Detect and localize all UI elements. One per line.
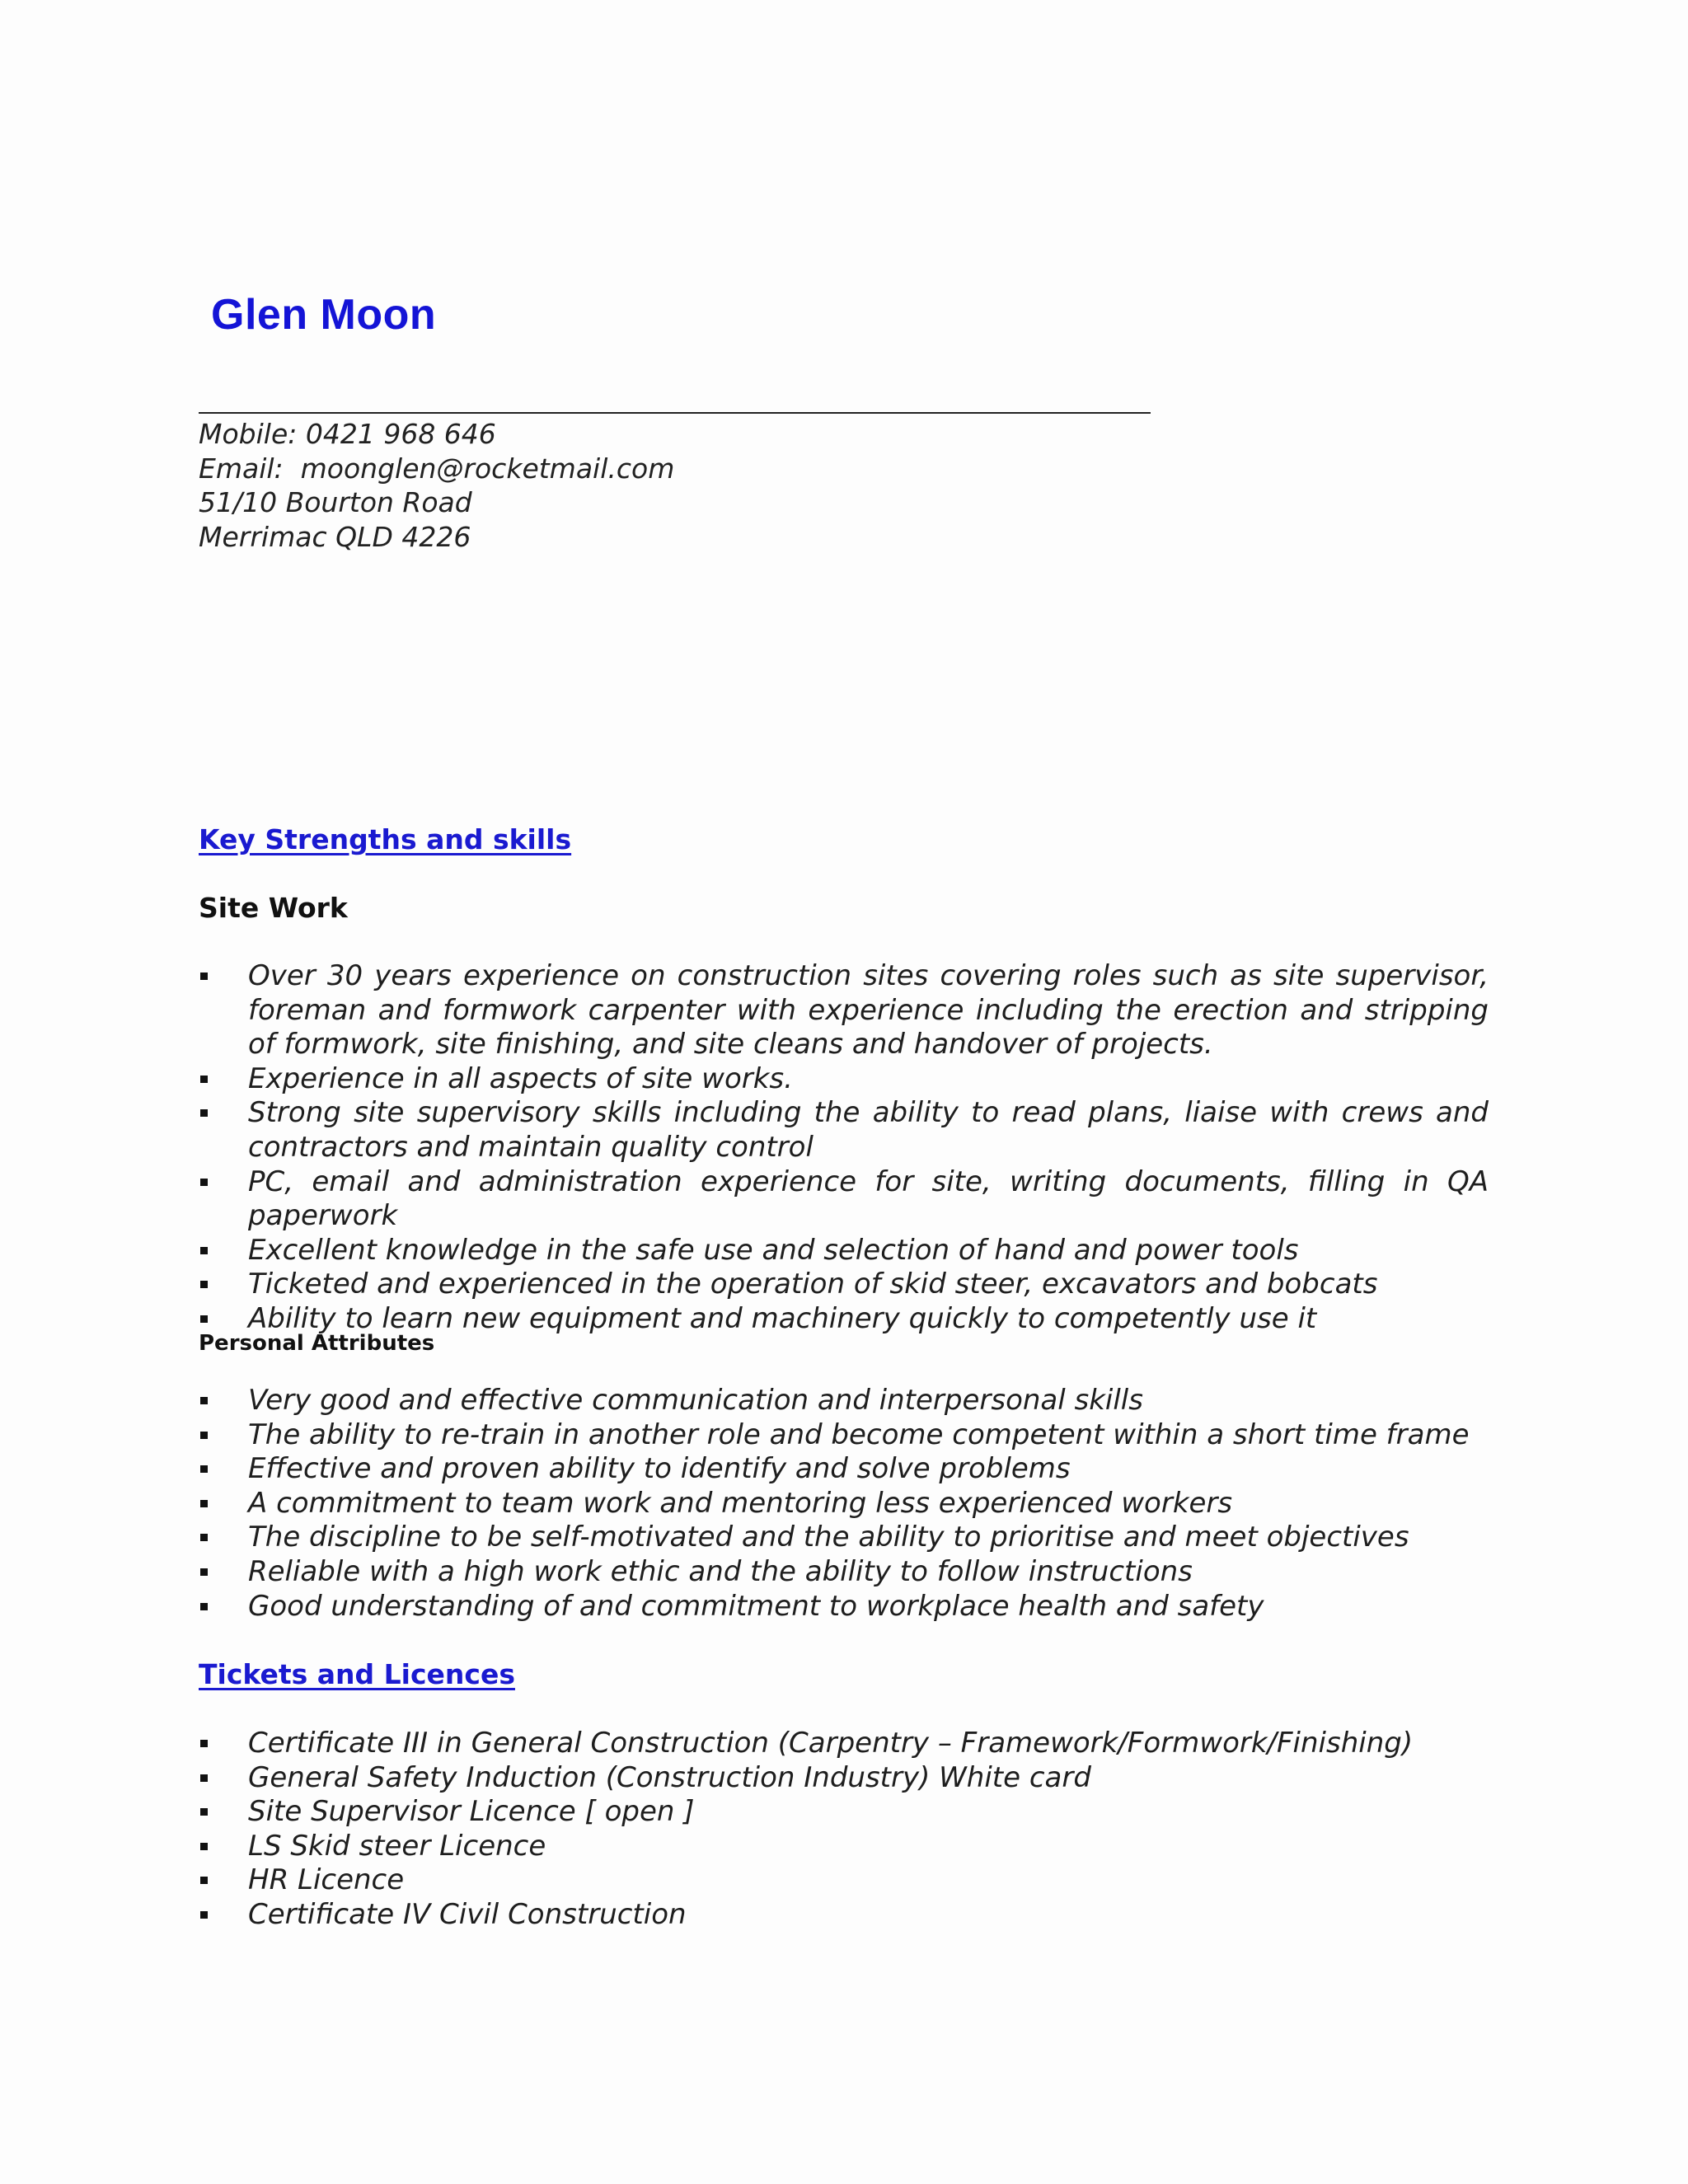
bullet-square-icon bbox=[200, 1397, 208, 1404]
list-item-text: PC, email and administration experience for site, writing documents, filling in QA paperwork bbox=[248, 1165, 1489, 1233]
contact-mobile: Mobile: 0421 968 646 bbox=[199, 418, 496, 450]
bullet-square-icon bbox=[200, 1740, 208, 1747]
site-work-list bbox=[199, 959, 1489, 1337]
list-item-text: Good understanding of and commitment to workplace health and safety bbox=[248, 1589, 1264, 1623]
list-item-text: A commitment to team work and mentoring less experienced workers bbox=[248, 1486, 1233, 1520]
list-item bbox=[199, 1761, 1489, 1796]
list-item-text: Reliable with a high work ethic and the ability to follow instructions bbox=[248, 1554, 1193, 1588]
list-item bbox=[199, 1384, 1489, 1418]
bullet-square-icon bbox=[200, 1315, 208, 1323]
list-item bbox=[199, 1555, 1489, 1590]
tickets-list bbox=[199, 1727, 1489, 1933]
list-item-text: Ability to learn new equipment and machinery quickly to competently use it bbox=[248, 1301, 1317, 1335]
bullet-square-icon bbox=[200, 1808, 208, 1816]
list-item-text: Strong site supervisory skills including the ability to read plans, liaise with crews and contractors and maintain quality control bbox=[248, 1096, 1489, 1164]
list-item bbox=[199, 1234, 1489, 1268]
bullet-square-icon bbox=[200, 1568, 208, 1576]
list-item bbox=[199, 1795, 1489, 1830]
bullet-square-icon bbox=[200, 1500, 208, 1507]
list-item bbox=[199, 1062, 1489, 1097]
personal-attributes-list bbox=[199, 1384, 1489, 1624]
list-item bbox=[199, 1727, 1489, 1761]
bullet-square-icon bbox=[200, 1432, 208, 1439]
bullet-square-icon bbox=[200, 1877, 208, 1884]
list-item-text: Effective and proven ability to identify and solve problems bbox=[248, 1452, 1071, 1486]
list-item-text: Over 30 years experience on construction sites covering roles such as site supervisor, foreman and formwork carpenter with experience including the erection and stripping of formwork, site finishing, and site cleans and handover of projects. bbox=[248, 959, 1489, 1062]
list-item-text: Ticketed and experienced in the operation of skid steer, excavators and bobcats bbox=[248, 1268, 1378, 1301]
list-item bbox=[199, 1487, 1489, 1521]
list-item bbox=[199, 1521, 1489, 1555]
list-item-text: Experience in all aspects of site works. bbox=[248, 1062, 793, 1095]
list-item-text: Very good and effective communication and interpersonal skills bbox=[248, 1384, 1143, 1417]
list-item-text: HR Licence bbox=[248, 1863, 405, 1897]
bullet-square-icon bbox=[200, 1843, 208, 1850]
list-item bbox=[199, 1452, 1489, 1487]
bullet-square-icon bbox=[200, 1465, 208, 1473]
list-item bbox=[199, 1268, 1489, 1302]
list-item-text: LS Skid steer Licence bbox=[248, 1829, 546, 1863]
bullet-square-icon bbox=[200, 1534, 208, 1541]
list-item bbox=[199, 1096, 1489, 1165]
site-work-heading: Site Work bbox=[199, 892, 348, 924]
list-item bbox=[199, 1830, 1489, 1864]
list-item bbox=[199, 1898, 1489, 1933]
key-strengths-heading: Key Strengths and skills bbox=[199, 823, 572, 855]
bullet-square-icon bbox=[200, 1911, 208, 1919]
list-item-text: Excellent knowledge in the safe use and selection of hand and power tools bbox=[248, 1233, 1299, 1267]
list-item-text: Certificate III in General Construction (Carpentry – Framework/Formwork/Finishing) bbox=[248, 1727, 1414, 1760]
list-item bbox=[199, 1590, 1489, 1624]
list-item-text: The ability to re-train in another role and become competent within a short time frame bbox=[248, 1418, 1470, 1451]
bullet-square-icon bbox=[200, 1076, 208, 1083]
list-item-text: Certificate IV Civil Construction bbox=[248, 1897, 687, 1931]
personal-attributes-heading: Personal Attributes bbox=[199, 1331, 435, 1356]
list-item bbox=[199, 1863, 1489, 1898]
header-divider bbox=[199, 412, 1151, 414]
bullet-square-icon bbox=[200, 1179, 208, 1186]
list-item-text: The discipline to be self-motivated and the ability to prioritise and meet objectives bbox=[248, 1521, 1409, 1554]
contact-block bbox=[199, 417, 674, 554]
bullet-square-icon bbox=[200, 1603, 208, 1610]
bullet-square-icon bbox=[200, 972, 208, 980]
contact-address-line1: 51/10 Bourton Road bbox=[199, 486, 472, 518]
list-item bbox=[199, 1418, 1489, 1453]
candidate-name: Glen Moon bbox=[211, 291, 437, 339]
bullet-square-icon bbox=[200, 1774, 208, 1782]
contact-email: Email: moonglen@rocketmail.com bbox=[199, 452, 675, 485]
bullet-square-icon bbox=[200, 1109, 208, 1117]
contact-address-line2: Merrimac QLD 4226 bbox=[199, 520, 471, 553]
list-item-text: General Safety Induction (Construction Industry) White card bbox=[248, 1760, 1091, 1794]
list-item bbox=[199, 959, 1489, 1062]
bullet-square-icon bbox=[200, 1247, 208, 1254]
list-item-text: Site Supervisor Licence [ open ] bbox=[248, 1795, 695, 1829]
bullet-square-icon bbox=[200, 1281, 208, 1288]
tickets-heading: Tickets and Licences bbox=[199, 1658, 515, 1690]
list-item bbox=[199, 1165, 1489, 1234]
